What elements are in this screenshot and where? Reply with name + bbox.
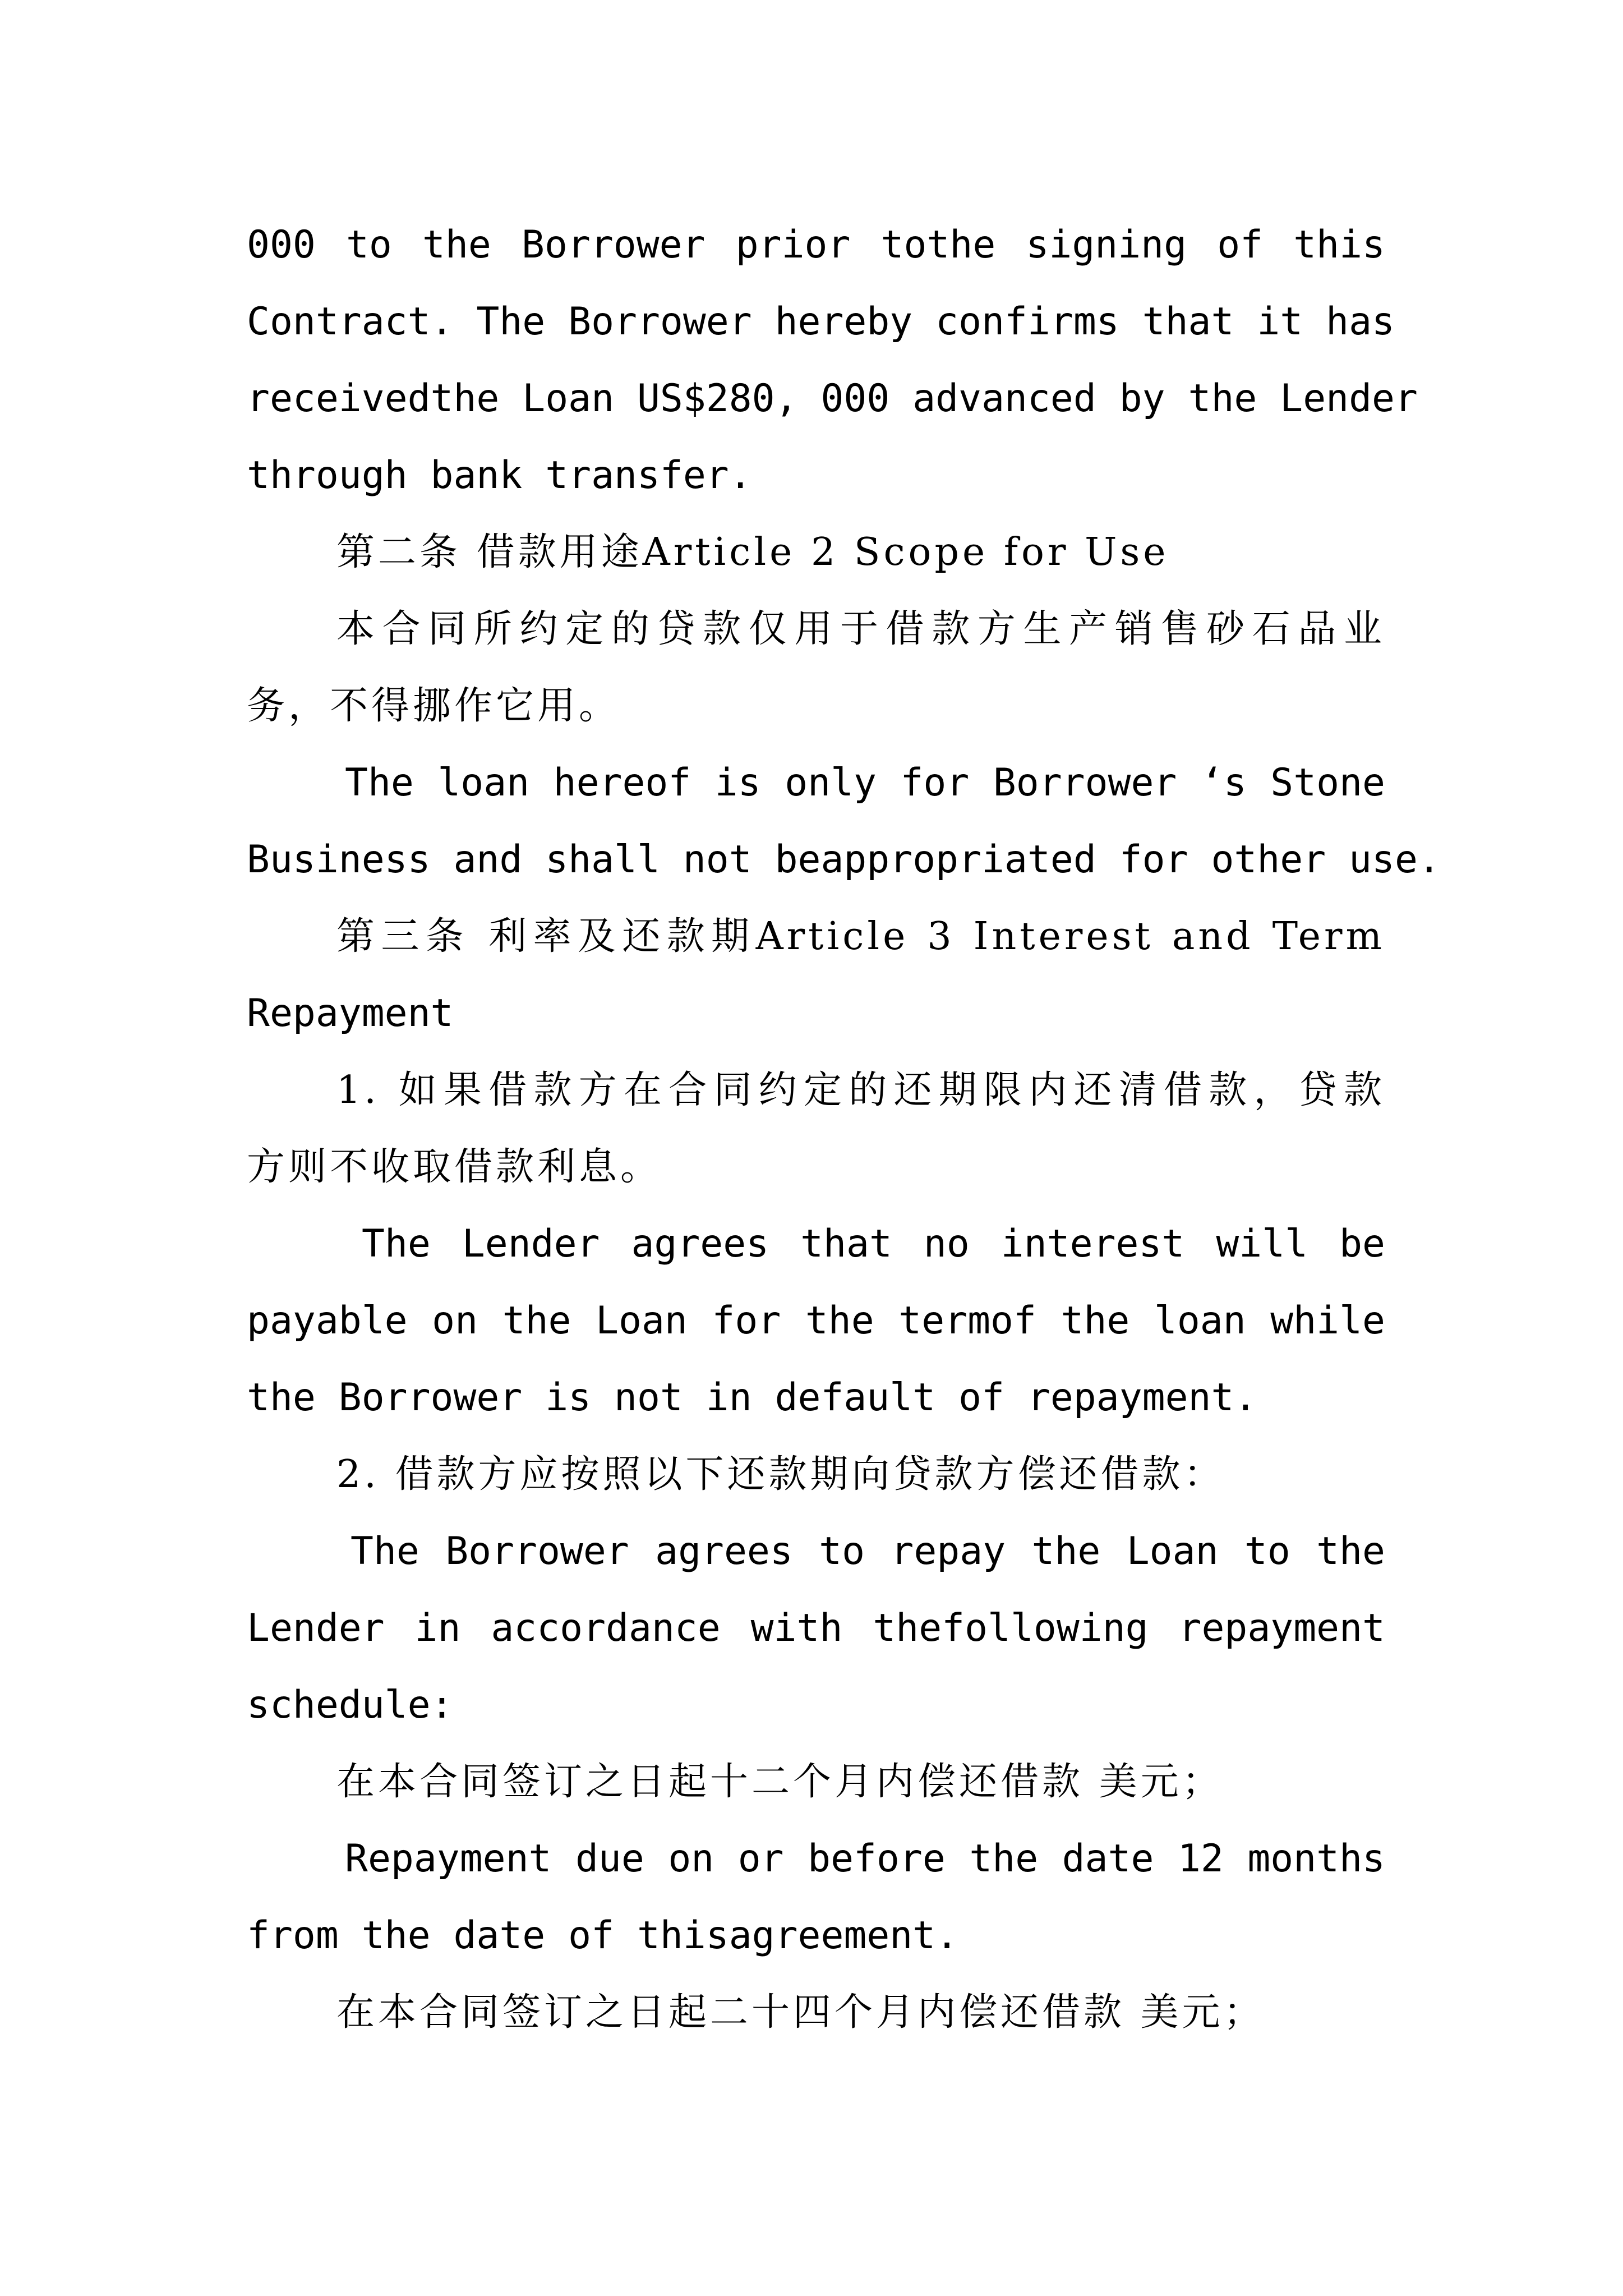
- article-2-heading: 第二条 借款用途Article 2 Scope for Use: [336, 530, 1169, 574]
- text-line: The Lender agrees that no interest will be: [362, 1222, 1385, 1266]
- text-line: 务，不得挪作它用。: [247, 684, 621, 728]
- text-line: schedule:: [247, 1683, 454, 1727]
- text-line: receivedthe Loan US$280, 000 advanced by the Lender: [247, 376, 1418, 421]
- text-line: 2. 借款方应按照以下还款期向贷款方偿还借款：: [336, 1452, 1225, 1497]
- text-line: Lender in accordance with thefollowing repayment: [247, 1606, 1385, 1650]
- text-line: 在本合同签订之日起十二个月内偿还借款 美元；: [336, 1760, 1224, 1804]
- text-line: Repayment due on or before the date 12 months: [345, 1837, 1385, 1881]
- text-line: Repayment: [247, 991, 454, 1036]
- text-line: Business and shall not beappropriated for other use.: [247, 838, 1441, 882]
- text-line: the Borrower is not in default of repayment.: [247, 1375, 1257, 1420]
- text-line: through bank transfer.: [247, 453, 752, 498]
- text-line: 在本合同签订之日起二十四个月内偿还借款 美元；: [336, 1990, 1265, 2035]
- text-line: 本合同所约定的贷款仅用于借款方生产销售砂石品业: [336, 607, 1385, 651]
- text-line: The loan hereof is only for Borrower ‘s Stone: [345, 761, 1385, 805]
- text-line: Contract. The Borrower hereby confirms that it has: [247, 300, 1395, 344]
- text-line: 方则不收取借款利息。: [247, 1145, 662, 1189]
- article-3-heading: 第三条 利率及还款期Article 3 Interest and Term: [336, 914, 1385, 959]
- text-line: 000 to the Borrower prior tothe signing of this: [247, 223, 1385, 267]
- text-line: The Borrower agrees to repay the Loan to the: [351, 1529, 1385, 1573]
- text-line: from the date of thisagreement.: [247, 1913, 959, 1958]
- text-line: payable on the Loan for the termof the loan while: [247, 1299, 1385, 1343]
- text-line: 1. 如果借款方在合同约定的还期限内还清借款，贷款: [336, 1068, 1385, 1112]
